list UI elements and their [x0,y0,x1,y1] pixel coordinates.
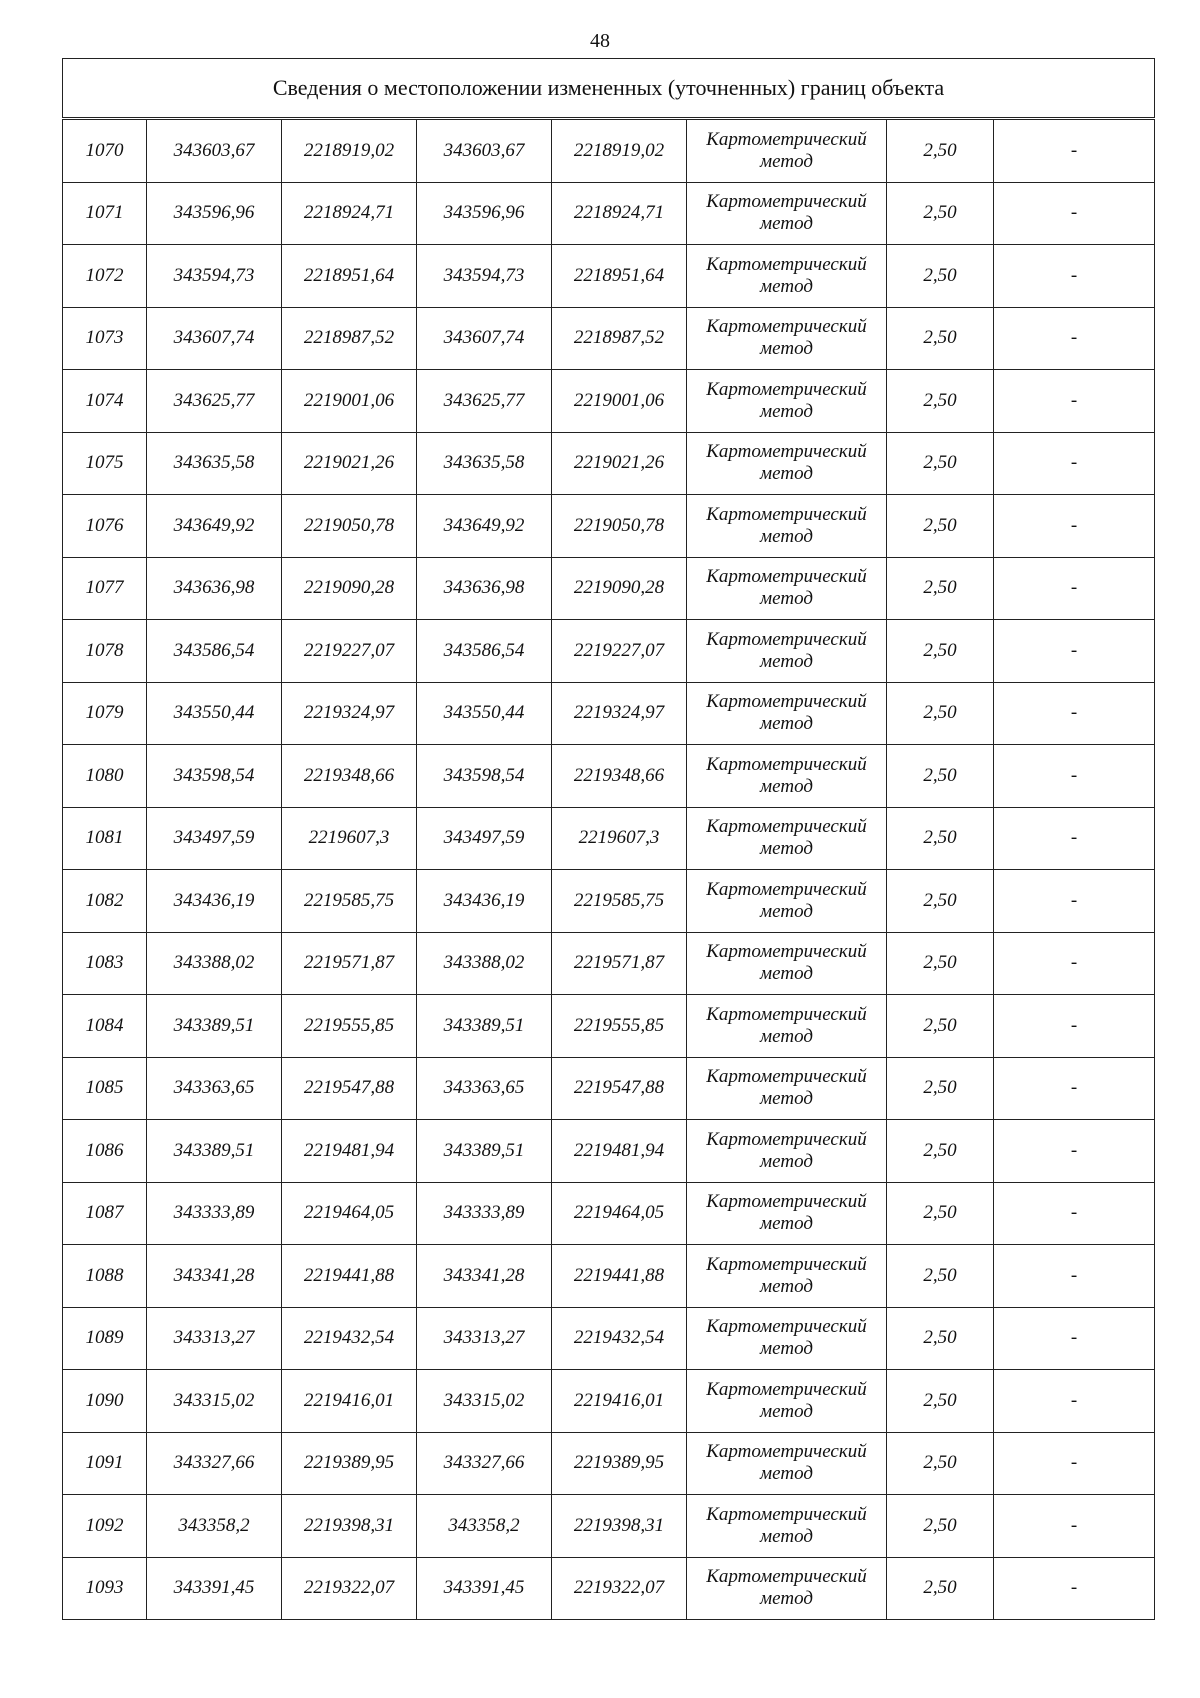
refined-x-cell: 343598,54 [417,745,552,808]
note-cell: - [994,1495,1155,1558]
table-row [63,307,1155,370]
method-line-1: Картометрический [706,1316,867,1338]
table-row [63,745,1155,808]
precision-cell: 2,50 [887,745,994,808]
table-title: Сведения о местоположении измененных (уточненных) границ объекта [63,59,1155,119]
precision-cell: 2,50 [887,995,994,1058]
method-line-2: метод [760,213,813,235]
precision-cell: 2,50 [887,1120,994,1183]
refined-x-cell: 343636,98 [417,557,552,620]
refined-y-cell: 2219021,26 [552,432,687,495]
note-cell: - [994,870,1155,933]
existing-y-cell: 2218924,71 [282,182,417,245]
existing-x-cell: 343436,19 [147,870,282,933]
method-line-2: метод [760,713,813,735]
table-row [63,495,1155,558]
method-cell [687,932,887,995]
existing-y-cell: 2219322,07 [282,1557,417,1620]
precision-cell: 2,50 [887,807,994,870]
existing-y-cell: 2219001,06 [282,370,417,433]
note-cell: - [994,682,1155,745]
method-line-1: Картометрический [706,878,867,900]
note-cell: - [994,620,1155,683]
point-number-cell: 1082 [63,870,147,933]
point-number-cell: 1074 [63,370,147,433]
method-line-2: метод [760,1400,813,1422]
existing-x-cell: 343341,28 [147,1245,282,1308]
table-row [63,1432,1155,1495]
existing-x-cell: 343389,51 [147,1120,282,1183]
refined-y-cell: 2218951,64 [552,245,687,308]
table-row [63,1557,1155,1620]
refined-y-cell: 2219389,95 [552,1432,687,1495]
table-row [63,1370,1155,1433]
existing-y-cell: 2219090,28 [282,557,417,620]
existing-x-cell: 343497,59 [147,807,282,870]
table-row [63,682,1155,745]
existing-y-cell: 2219432,54 [282,1307,417,1370]
existing-y-cell: 2218919,02 [282,119,417,183]
method-cell [687,1182,887,1245]
refined-x-cell: 343635,58 [417,432,552,495]
refined-x-cell: 343497,59 [417,807,552,870]
precision-cell: 2,50 [887,557,994,620]
method-cell [687,1495,887,1558]
existing-y-cell: 2219441,88 [282,1245,417,1308]
existing-x-cell: 343327,66 [147,1432,282,1495]
method-line-1: Картометрический [706,503,867,525]
point-number-cell: 1075 [63,432,147,495]
point-number-cell: 1084 [63,995,147,1058]
point-number-cell: 1091 [63,1432,147,1495]
table-row [63,620,1155,683]
refined-x-cell: 343389,51 [417,1120,552,1183]
point-number-cell: 1088 [63,1245,147,1308]
existing-y-cell: 2219607,3 [282,807,417,870]
method-line-1: Картометрический [706,941,867,963]
note-cell: - [994,1182,1155,1245]
note-cell: - [994,245,1155,308]
method-line-1: Картометрический [706,1441,867,1463]
method-line-2: метод [760,400,813,422]
existing-y-cell: 2219050,78 [282,495,417,558]
refined-y-cell: 2219571,87 [552,932,687,995]
existing-y-cell: 2218987,52 [282,307,417,370]
point-number-cell: 1085 [63,1057,147,1120]
table-row [63,1495,1155,1558]
method-line-1: Картометрический [706,1378,867,1400]
existing-x-cell: 343636,98 [147,557,282,620]
refined-y-cell: 2219324,97 [552,682,687,745]
precision-cell: 2,50 [887,495,994,558]
point-number-cell: 1078 [63,620,147,683]
method-cell [687,620,887,683]
method-line-1: Картометрический [706,1253,867,1275]
existing-y-cell: 2218951,64 [282,245,417,308]
table-row [63,1307,1155,1370]
existing-y-cell: 2219416,01 [282,1370,417,1433]
refined-y-cell: 2219227,07 [552,620,687,683]
refined-x-cell: 343315,02 [417,1370,552,1433]
refined-y-cell: 2219348,66 [552,745,687,808]
method-line-1: Картометрический [706,1503,867,1525]
note-cell: - [994,1307,1155,1370]
method-line-2: метод [760,838,813,860]
point-number-cell: 1092 [63,1495,147,1558]
method-cell [687,1057,887,1120]
method-line-1: Картометрический [706,816,867,838]
method-cell [687,1307,887,1370]
existing-x-cell: 343594,73 [147,245,282,308]
precision-cell: 2,50 [887,245,994,308]
table-row [63,995,1155,1058]
table-row [63,1245,1155,1308]
refined-y-cell: 2219464,05 [552,1182,687,1245]
refined-x-cell: 343313,27 [417,1307,552,1370]
precision-cell: 2,50 [887,1557,994,1620]
refined-y-cell: 2219555,85 [552,995,687,1058]
existing-y-cell: 2219481,94 [282,1120,417,1183]
refined-x-cell: 343603,67 [417,119,552,183]
point-number-cell: 1072 [63,245,147,308]
method-cell [687,870,887,933]
boundary-coordinates-table [62,58,1155,1620]
method-cell [687,1557,887,1620]
existing-x-cell: 343363,65 [147,1057,282,1120]
existing-y-cell: 2219547,88 [282,1057,417,1120]
existing-x-cell: 343389,51 [147,995,282,1058]
refined-x-cell: 343391,45 [417,1557,552,1620]
existing-y-cell: 2219324,97 [282,682,417,745]
refined-x-cell: 343436,19 [417,870,552,933]
method-cell [687,1370,887,1433]
note-cell: - [994,1432,1155,1495]
table-row [63,370,1155,433]
method-line-2: метод [760,275,813,297]
method-line-1: Картометрический [706,378,867,400]
existing-x-cell: 343596,96 [147,182,282,245]
method-cell [687,245,887,308]
precision-cell: 2,50 [887,1432,994,1495]
method-line-2: метод [760,1025,813,1047]
method-cell [687,557,887,620]
refined-y-cell: 2219090,28 [552,557,687,620]
precision-cell: 2,50 [887,432,994,495]
point-number-cell: 1079 [63,682,147,745]
refined-x-cell: 343389,51 [417,995,552,1058]
point-number-cell: 1090 [63,1370,147,1433]
method-cell [687,495,887,558]
method-line-2: метод [760,1088,813,1110]
refined-y-cell: 2219547,88 [552,1057,687,1120]
refined-x-cell: 343649,92 [417,495,552,558]
method-cell [687,119,887,183]
table-row [63,1057,1155,1120]
refined-x-cell: 343358,2 [417,1495,552,1558]
refined-y-cell: 2219050,78 [552,495,687,558]
method-line-2: метод [760,338,813,360]
refined-y-cell: 2219322,07 [552,1557,687,1620]
table-row [63,119,1155,183]
table-row [63,1120,1155,1183]
page-number: 48 [590,30,610,52]
note-cell: - [994,995,1155,1058]
refined-y-cell: 2219398,31 [552,1495,687,1558]
table-row [63,557,1155,620]
method-line-2: метод [760,150,813,172]
method-line-2: метод [760,1525,813,1547]
existing-x-cell: 343603,67 [147,119,282,183]
point-number-cell: 1087 [63,1182,147,1245]
refined-y-cell: 2219481,94 [552,1120,687,1183]
existing-x-cell: 343550,44 [147,682,282,745]
point-number-cell: 1081 [63,807,147,870]
refined-x-cell: 343607,74 [417,307,552,370]
existing-x-cell: 343315,02 [147,1370,282,1433]
precision-cell: 2,50 [887,370,994,433]
method-line-1: Картометрический [706,628,867,650]
note-cell: - [994,1370,1155,1433]
method-line-1: Картометрический [706,691,867,713]
point-number-cell: 1083 [63,932,147,995]
method-line-1: Картометрический [706,1191,867,1213]
method-line-2: метод [760,525,813,547]
refined-y-cell: 2219441,88 [552,1245,687,1308]
precision-cell: 2,50 [887,182,994,245]
refined-x-cell: 343550,44 [417,682,552,745]
point-number-cell: 1070 [63,119,147,183]
method-line-1: Картометрический [706,253,867,275]
refined-x-cell: 343594,73 [417,245,552,308]
existing-x-cell: 343625,77 [147,370,282,433]
existing-y-cell: 2219464,05 [282,1182,417,1245]
method-line-2: метод [760,1150,813,1172]
refined-x-cell: 343327,66 [417,1432,552,1495]
method-line-2: метод [760,900,813,922]
method-cell [687,1120,887,1183]
note-cell: - [994,745,1155,808]
note-cell: - [994,1557,1155,1620]
refined-y-cell: 2218987,52 [552,307,687,370]
existing-x-cell: 343586,54 [147,620,282,683]
existing-y-cell: 2219555,85 [282,995,417,1058]
precision-cell: 2,50 [887,1057,994,1120]
refined-y-cell: 2219585,75 [552,870,687,933]
method-line-2: метод [760,650,813,672]
note-cell: - [994,1057,1155,1120]
note-cell: - [994,1120,1155,1183]
method-cell [687,182,887,245]
precision-cell: 2,50 [887,1307,994,1370]
method-line-1: Картометрический [706,1566,867,1588]
refined-y-cell: 2219416,01 [552,1370,687,1433]
method-line-1: Картометрический [706,191,867,213]
refined-y-cell: 2219432,54 [552,1307,687,1370]
precision-cell: 2,50 [887,870,994,933]
refined-y-cell: 2219001,06 [552,370,687,433]
point-number-cell: 1080 [63,745,147,808]
precision-cell: 2,50 [887,1370,994,1433]
note-cell: - [994,807,1155,870]
method-cell [687,807,887,870]
refined-x-cell: 343586,54 [417,620,552,683]
table-row [63,870,1155,933]
precision-cell: 2,50 [887,620,994,683]
existing-x-cell: 343635,58 [147,432,282,495]
existing-x-cell: 343313,27 [147,1307,282,1370]
precision-cell: 2,50 [887,1245,994,1308]
method-line-1: Картометрический [706,441,867,463]
refined-x-cell: 343341,28 [417,1245,552,1308]
existing-y-cell: 2219389,95 [282,1432,417,1495]
method-line-2: метод [760,463,813,485]
method-cell [687,1432,887,1495]
refined-y-cell: 2219607,3 [552,807,687,870]
table-row [63,1182,1155,1245]
note-cell: - [994,119,1155,183]
refined-x-cell: 343388,02 [417,932,552,995]
table-row [63,182,1155,245]
point-number-cell: 1089 [63,1307,147,1370]
table-row [63,807,1155,870]
existing-x-cell: 343358,2 [147,1495,282,1558]
existing-y-cell: 2219398,31 [282,1495,417,1558]
point-number-cell: 1073 [63,307,147,370]
note-cell: - [994,432,1155,495]
note-cell: - [994,370,1155,433]
method-cell [687,995,887,1058]
method-cell [687,1245,887,1308]
method-line-1: Картометрический [706,1128,867,1150]
precision-cell: 2,50 [887,1495,994,1558]
refined-x-cell: 343333,89 [417,1182,552,1245]
method-line-1: Картометрический [706,566,867,588]
method-cell [687,307,887,370]
refined-y-cell: 2218924,71 [552,182,687,245]
precision-cell: 2,50 [887,119,994,183]
refined-x-cell: 343363,65 [417,1057,552,1120]
refined-x-cell: 343596,96 [417,182,552,245]
note-cell: - [994,1245,1155,1308]
table-title-row [63,59,1155,119]
method-cell [687,370,887,433]
method-line-2: метод [760,1338,813,1360]
existing-y-cell: 2219227,07 [282,620,417,683]
point-number-cell: 1076 [63,495,147,558]
precision-cell: 2,50 [887,307,994,370]
table-row [63,432,1155,495]
method-line-1: Картометрический [706,128,867,150]
note-cell: - [994,307,1155,370]
point-number-cell: 1093 [63,1557,147,1620]
point-number-cell: 1071 [63,182,147,245]
precision-cell: 2,50 [887,932,994,995]
method-line-1: Картометрический [706,316,867,338]
method-cell [687,432,887,495]
existing-y-cell: 2219585,75 [282,870,417,933]
point-number-cell: 1077 [63,557,147,620]
existing-x-cell: 343598,54 [147,745,282,808]
existing-x-cell: 343333,89 [147,1182,282,1245]
note-cell: - [994,495,1155,558]
method-line-2: метод [760,1275,813,1297]
point-number-cell: 1086 [63,1120,147,1183]
method-line-2: метод [760,1588,813,1610]
method-cell [687,745,887,808]
existing-x-cell: 343391,45 [147,1557,282,1620]
existing-y-cell: 2219021,26 [282,432,417,495]
refined-y-cell: 2218919,02 [552,119,687,183]
existing-y-cell: 2219571,87 [282,932,417,995]
method-line-2: метод [760,775,813,797]
precision-cell: 2,50 [887,682,994,745]
refined-x-cell: 343625,77 [417,370,552,433]
existing-x-cell: 343607,74 [147,307,282,370]
method-line-2: метод [760,1213,813,1235]
existing-y-cell: 2219348,66 [282,745,417,808]
method-line-1: Картометрический [706,1066,867,1088]
method-line-1: Картометрический [706,1003,867,1025]
method-line-2: метод [760,1463,813,1485]
note-cell: - [994,932,1155,995]
existing-x-cell: 343388,02 [147,932,282,995]
method-line-2: метод [760,588,813,610]
note-cell: - [994,182,1155,245]
precision-cell: 2,50 [887,1182,994,1245]
existing-x-cell: 343649,92 [147,495,282,558]
note-cell: - [994,557,1155,620]
method-cell [687,682,887,745]
table-row [63,932,1155,995]
method-line-2: метод [760,963,813,985]
table-row [63,245,1155,308]
method-line-1: Картометрический [706,753,867,775]
